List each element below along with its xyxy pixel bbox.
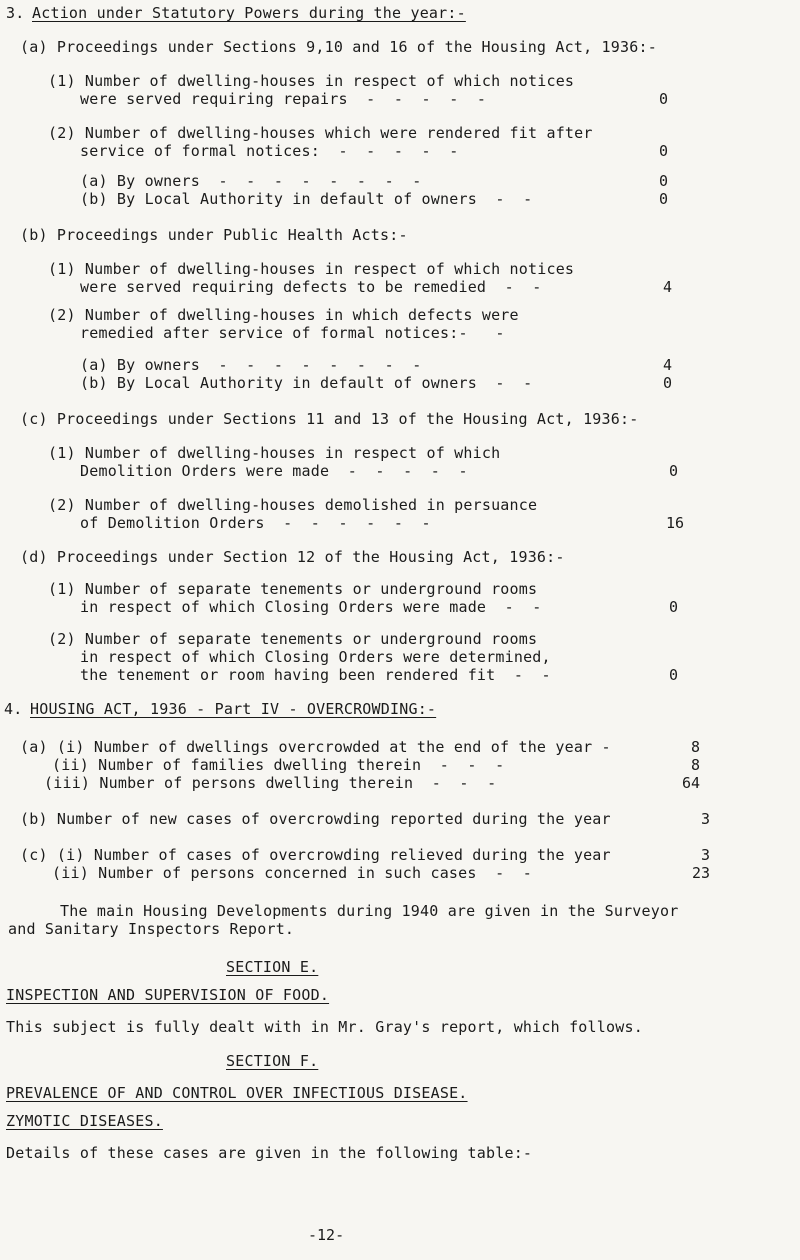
- b-item1-line2: were served requiring defects to be remedied - -: [80, 278, 542, 296]
- a-item2b: (b) By Local Authority in default of owners - -: [80, 190, 533, 208]
- overcrowd-b-value: 3: [700, 810, 710, 828]
- overcrowd-a-iii: (iii) Number of persons dwelling therein - - -: [44, 774, 497, 792]
- overcrowd-c-ii: (ii) Number of persons concerned in such cases - -: [52, 864, 532, 882]
- c-item2-line2: of Demolition Orders - - - - - -: [80, 514, 431, 532]
- b-item2b-value: 0: [662, 374, 672, 392]
- section-e-heading: SECTION E.: [226, 958, 319, 976]
- a-item2a-value: 0: [658, 172, 668, 190]
- subsection-a-label: (a) Proceedings under Sections 9,10 and 16 of the Housing Act, 1936:-: [20, 38, 657, 56]
- overcrowd-c-ii-value: 23: [691, 864, 710, 882]
- overcrowd-b: (b) Number of new cases of overcrowding reported during the year: [20, 810, 611, 828]
- d-item2-line2: in respect of which Closing Orders were determined,: [80, 648, 551, 666]
- overcrowd-a-ii: (ii) Number of families dwelling therein - - -: [52, 756, 505, 774]
- d-item1-line2: in respect of which Closing Orders were made - -: [80, 598, 542, 616]
- d-item2-value: 0: [668, 666, 678, 684]
- prevalence-heading: PREVALENCE OF AND CONTROL OVER INFECTIOUS DISEASE.: [6, 1084, 468, 1102]
- a-item2b-value: 0: [658, 190, 668, 208]
- a-item1-value: 0: [658, 90, 668, 108]
- a-item2-line2: service of formal notices: - - - - -: [80, 142, 459, 160]
- b-item2-line2: remedied after service of formal notices:- -: [80, 324, 505, 342]
- c-item1-line1: (1) Number of dwelling-houses in respect of which: [48, 444, 501, 462]
- heading-3-title: Action under Statutory Powers during the year:-: [32, 4, 466, 22]
- b-item2-line1: (2) Number of dwelling-houses in which defects were: [48, 306, 519, 324]
- overcrowd-c-i-value: 3: [700, 846, 710, 864]
- overcrowd-a-ii-value: 8: [690, 756, 700, 774]
- heading-4-title: HOUSING ACT, 1936 - Part IV - OVERCROWDING:-: [30, 700, 437, 718]
- b-item2a: (a) By owners - - - - - - - -: [80, 356, 422, 374]
- subsection-b-label: (b) Proceedings under Public Health Acts:-: [20, 226, 408, 244]
- b-item1-value: 4: [662, 278, 672, 296]
- a-item2-value: 0: [658, 142, 668, 160]
- d-item1-value: 0: [668, 598, 678, 616]
- housing-note-line2: and Sanitary Inspectors Report.: [8, 920, 295, 938]
- heading-3-number: 3.: [6, 4, 25, 22]
- b-item2b: (b) By Local Authority in default of owners - -: [80, 374, 533, 392]
- c-item1-value: 0: [668, 462, 678, 480]
- b-item1-line1: (1) Number of dwelling-houses in respect of which notices: [48, 260, 575, 278]
- overcrowd-a-i: (a) (i) Number of dwellings overcrowded at the end of the year -: [20, 738, 611, 756]
- b-item2a-value: 4: [662, 356, 672, 374]
- c-item2-line1: (2) Number of dwelling-houses demolished in persuance: [48, 496, 538, 514]
- c-item1-line2: Demolition Orders were made - - - - -: [80, 462, 468, 480]
- subsection-c-label: (c) Proceedings under Sections 11 and 13 of the Housing Act, 1936:-: [20, 410, 639, 428]
- subsection-d-label: (d) Proceedings under Section 12 of the Housing Act, 1936:-: [20, 548, 565, 566]
- overcrowd-a-i-value: 8: [690, 738, 700, 756]
- housing-note-line1: The main Housing Developments during 1940 are given in the Surveyor: [60, 902, 679, 920]
- a-item1-line2: were served requiring repairs - - - - -: [80, 90, 487, 108]
- inspection-heading: INSPECTION AND SUPERVISION OF FOOD.: [6, 986, 330, 1004]
- d-item2-line3: the tenement or room having been rendered fit - -: [80, 666, 551, 684]
- section-f-heading: SECTION F.: [226, 1052, 319, 1070]
- d-item1-line1: (1) Number of separate tenements or underground rooms: [48, 580, 538, 598]
- a-item1-line1: (1) Number of dwelling-houses in respect of which notices: [48, 72, 575, 90]
- overcrowd-a-iii-value: 64: [681, 774, 700, 792]
- c-item2-value: 16: [665, 514, 684, 532]
- a-item2a: (a) By owners - - - - - - - -: [80, 172, 422, 190]
- details-text: Details of these cases are given in the following table:-: [6, 1144, 533, 1162]
- overcrowd-c-i: (c) (i) Number of cases of overcrowding relieved during the year: [20, 846, 611, 864]
- zymotic-heading: ZYMOTIC DISEASES.: [6, 1112, 163, 1130]
- a-item2-line1: (2) Number of dwelling-houses which were rendered fit after: [48, 124, 593, 142]
- heading-4-number: 4.: [4, 700, 23, 718]
- page-number: -12-: [308, 1226, 345, 1244]
- food-text: This subject is fully dealt with in Mr. Gray's report, which follows.: [6, 1018, 643, 1036]
- d-item2-line1: (2) Number of separate tenements or underground rooms: [48, 630, 538, 648]
